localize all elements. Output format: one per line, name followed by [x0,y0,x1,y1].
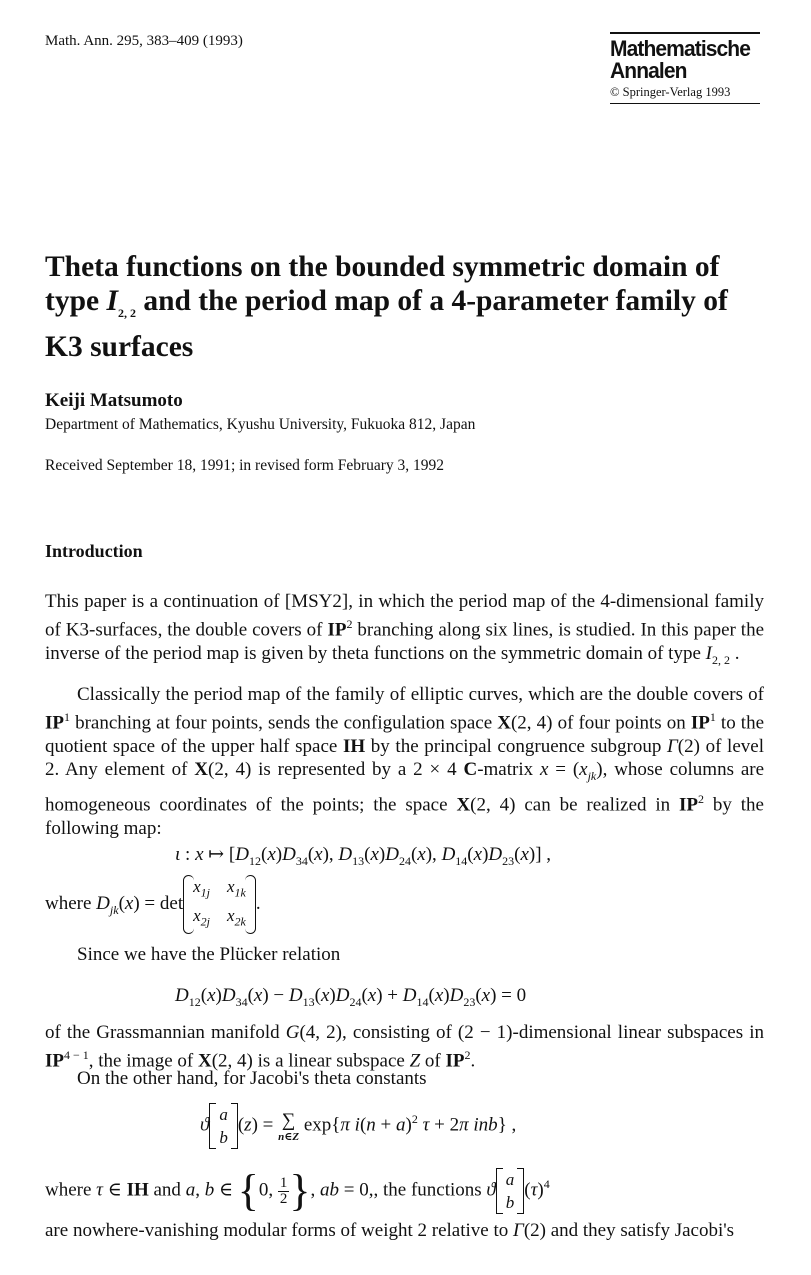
affiliation: Department of Mathematics, Kyushu University, Fukuoka 812, Japan [45,416,476,433]
paper-title: Theta functions on the bounded symmetric domain of type $I_{2, 2}$ and the period map of a 4-parameter family of K3 surfaces [45,251,728,363]
publisher-notice: © Springer-Verlag 1993 [610,85,731,99]
equation-theta-constants: ϑ a b (z) = ∑ n∈Z exp{π $i(n + a)^2$ τ + 2π inb} , [200,1105,517,1147]
paragraph-3: Since we have the Plücker relation [77,944,341,965]
received-dates: Received September 18, 1991; in revised form February 3, 1992 [45,457,445,474]
paragraph-4: of the Grassmannian manifold G(4, 2), consisting of (2 − 1)-dimensional linear subspaces in $IP^{4 - 1}$, the image of X(2, 4) is a linear subspace Z of $IP^2$. [45,1022,765,1072]
section-heading: Introduction [45,541,143,561]
brand-name-line1: Mathematische [610,36,751,62]
paragraph-6-line2: are nowhere-vanishing modular forms of weight 2 relative to Γ(2) and they satisfy Jacobi's [45,1220,735,1241]
author-name: Keiji Matsumoto [45,390,183,411]
paragraph-6-line1: where τ ∈ IH and a, b ∈ {0, $\frac{1}{2}$ }, ab = 0,, the functions ϑ a b $(\tau)^4$ [45,1166,550,1215]
brand-name-line2: Annalen [610,58,687,84]
paragraph-5: On the other hand, for Jacobi's theta constants [77,1068,427,1089]
equation-plucker: $D_{12}(x)D_{34}(x) - D_{13}(x)D_{24}(x) + D_{14}(x)D_{23}(x) = 0$ [175,985,527,1009]
equation-iota-map: ι : x ↦ [$D_{12}(x)D_{34}(x)$, $D_{13}(x)D_{24}(x)$, $D_{14}(x)D_{23}(x)$] , [175,844,552,868]
paragraph-1: This paper is a continuation of [MSY2], in which the period map of the 4-dimensional family of K3-surfaces, the double covers of $IP^2$ branching along six lines, is studied. In this paper the inverse of the period map is given by theta functions on the symmetric domain of type $I_{2, 2}$ . [45,591,764,667]
journal-brand [610,32,760,104]
equation-determinant: where $D_{jk}(x) = \det$ $x_{1j}$ $x_{1k}$ $x_{2j}$ $x_{2k}$ . [45,875,261,934]
journal-reference: Math. Ann. 295, 383–409 (1993) [45,33,243,49]
paragraph-2: Classically the period map of the family of elliptic curves, which are the double covers of $IP^1$ branching at four points, sends the configulation space X(2, 4) of four points on $IP^1$ to the quotient space of the upper half space IH by the principal congruence subgroup Γ(2) of level 2. Any element of X(2, 4) is represented by a 2 × 4 C-matrix $x = (x_{jk})$, whose columns are homogeneous coordinates of the points; the space X(2, 4) can be realized in $IP^2$ by the following map: [45,684,765,839]
